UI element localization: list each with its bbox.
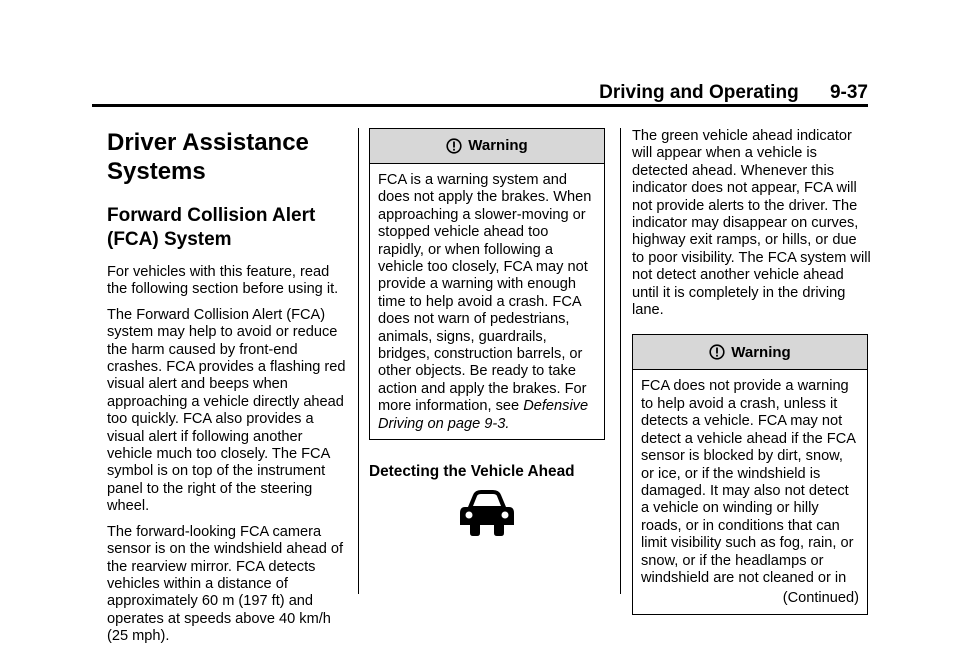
column-3 (632, 128, 872, 615)
warning-box-2-body (633, 370, 867, 613)
warning-box-1 (369, 128, 605, 440)
column-1 (107, 128, 347, 654)
chapter-title: Driving and Operating (599, 82, 799, 103)
page-number: 9-37 (829, 82, 868, 103)
indicator-paragraph: The green vehicle ahead indicator will appear when a vehicle is detected ahead. Whenever this indicator does not appear, FCA will not provide alerts to the driver. The indicator may disappear on curves, highway exit ramps, or hills, or due to poor visibility. The FCA system will not detect another vehicle ahead until it is completely in the driving lane. (632, 128, 871, 319)
subsection-heading: Forward Collision Alert (FCA) System (107, 205, 316, 250)
warning-box-1-title: Warning (468, 137, 528, 155)
warning-symbol-icon (709, 344, 725, 360)
warning-box-2-text: FCA does not provide a warning to help avoid a crash, unless it detects a vehicle. FCA may not detect a vehicle ahead if the FCA sensor is blocked by dirt, snow, or ice, or if the windshield is damaged. It may also not detect a vehicle on winding or hilly roads, or in conditions that can limit visibility such as fog, rain, or snow, or if the headlamps or windshield are not cleaned or in (641, 378, 856, 586)
detecting-vehicle-heading: Detecting the Vehicle Ahead (369, 463, 575, 481)
defensive-driving-reference: Defensive Driving on page 9-3. (378, 398, 589, 432)
continued-label: (Continued) (782, 590, 859, 607)
warning-symbol-icon (446, 138, 462, 154)
warning-box-2 (632, 334, 868, 614)
header-rule (92, 104, 868, 107)
fca-description-paragraph: The Forward Collision Alert (FCA) system may help to avoid or reduce the harm caused by front-end crashes. FCA provides a flashing red visual alert and beeps when approaching a vehicle directly ahead too quickly. FCA also provides a visual alert if following another vehicle much too closely. The FCA symbol is on top of the instrument panel to the right of the steering wheel. (107, 306, 346, 515)
warning-box-2-title: Warning (731, 343, 791, 361)
warning-box-1-header (370, 129, 604, 164)
column-2 (369, 128, 609, 481)
column-divider-2 (620, 128, 621, 594)
intro-paragraph: For vehicles with this feature, read the following section before using it. (107, 264, 339, 298)
vehicle-ahead-icon (454, 487, 520, 539)
column-divider-1 (358, 128, 359, 594)
camera-sensor-paragraph: The forward-looking FCA camera sensor is on the windshield ahead of the rearview mirror. FCA detects vehicles within a distance of approximately 60 m (197 ft) and operates at speeds above 40 km/h (25 mph). (107, 523, 344, 645)
warning-box-1-text: FCA is a warning system and does not apply the brakes. When approaching a slower-moving or stopped vehicle ahead too rapidly, or when following a vehicle too closely, FCA may not provide a warning with enough time to help avoid a crash. FCA does not warn of pedestrians, animals, signs, guardrails, bridges, construction barrels, or other objects. Be ready to take action and apply the brakes. For more information, see (378, 172, 592, 415)
warning-box-2-header (633, 335, 867, 370)
section-heading: Driver Assistance Systems (107, 129, 309, 185)
page-header (599, 82, 868, 104)
warning-box-1-body (370, 164, 604, 439)
